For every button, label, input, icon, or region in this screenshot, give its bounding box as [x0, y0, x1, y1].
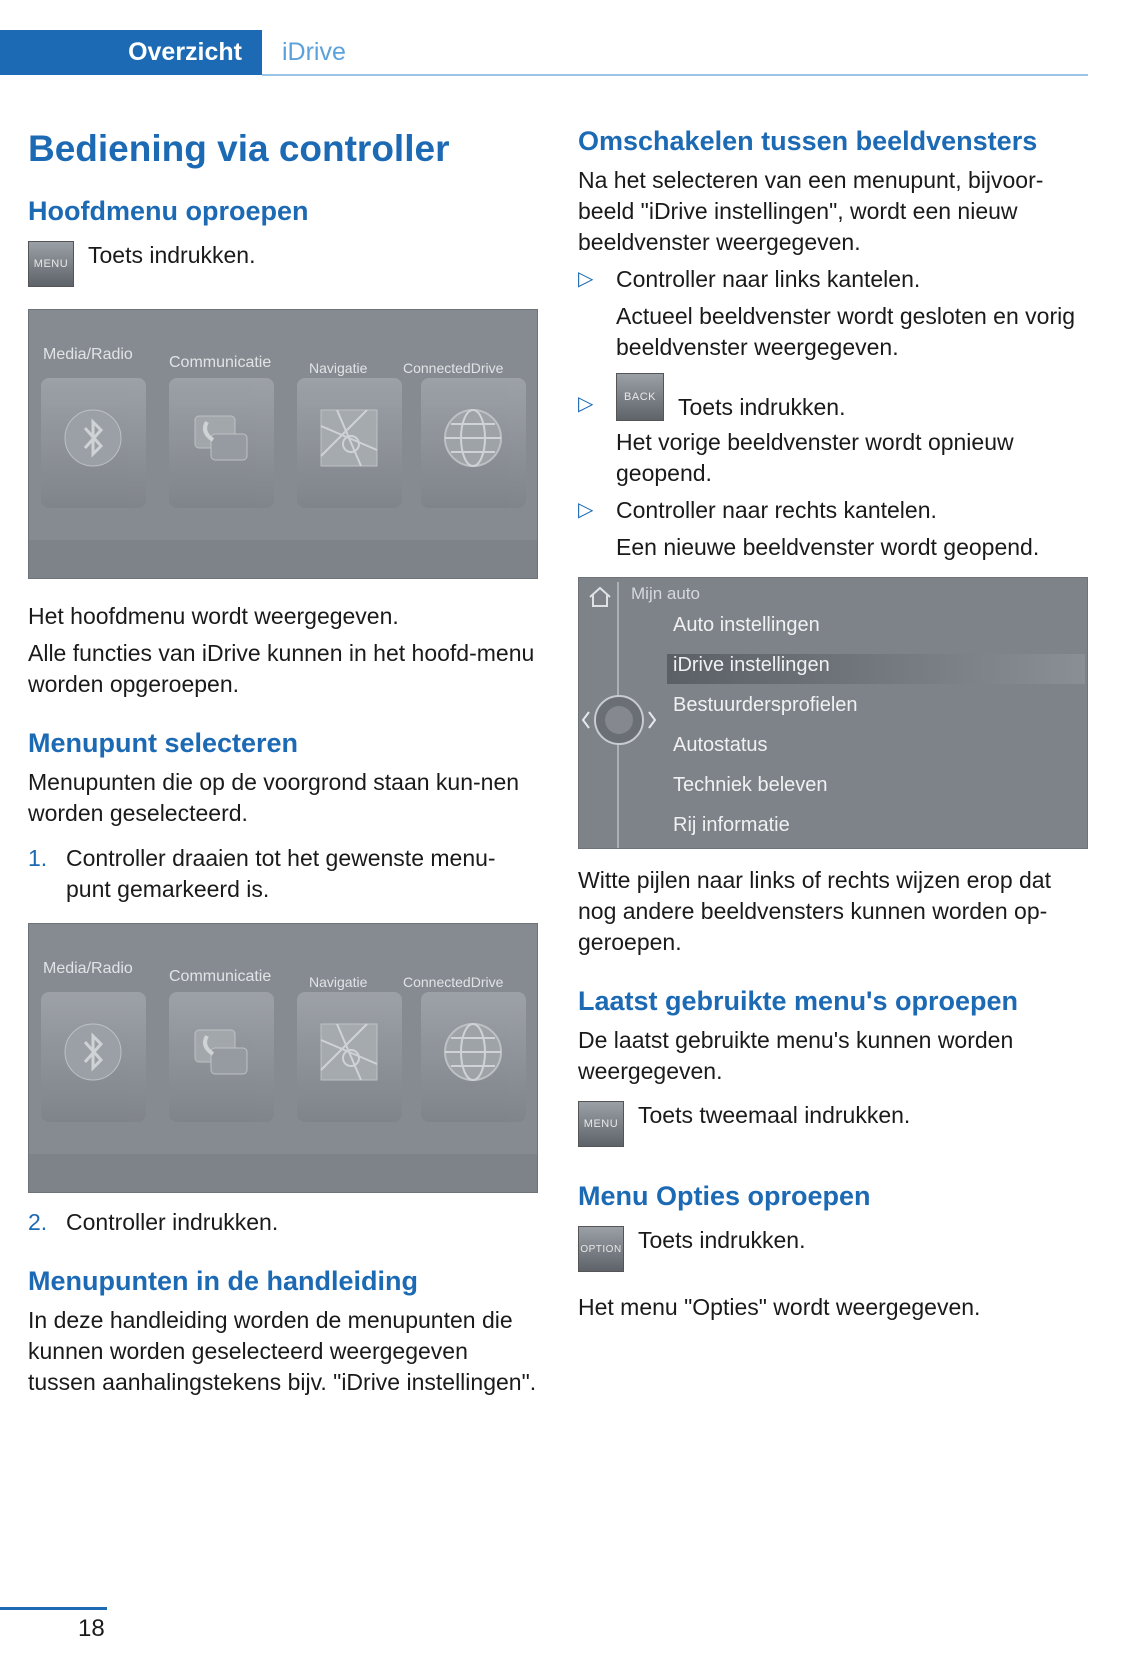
home-icon — [585, 582, 615, 612]
menu-key-text: Toets indrukken. — [88, 242, 256, 268]
paragraph-opties: Het menu "Opties" wordt weergegeven. — [578, 1294, 981, 1320]
bullet-list — [578, 264, 1090, 563]
heading-omschakelen: Omschakelen tussen beeldvensters — [578, 126, 1038, 156]
main-menu-screenshot-1 — [28, 309, 538, 579]
menu-item-idrive: iDrive instellingen — [673, 654, 830, 676]
paragraph-hoofdmenu-2: Alle functies van iDrive kunnen in het hoofd-menu worden opgeroepen. — [28, 640, 535, 697]
bullet-1-text: Controller naar links kantelen. — [616, 266, 921, 292]
screen-label-communicatie: Communicatie — [169, 354, 272, 371]
heading-hoofdmenu: Hoofdmenu oproepen — [28, 196, 309, 226]
main-menu-screenshot-2 — [28, 923, 538, 1193]
tile-connecteddrive — [421, 378, 526, 508]
step-2 — [28, 1207, 540, 1238]
bullet-arrow-icon: ▷ — [578, 499, 594, 521]
tile-media — [41, 992, 146, 1122]
tile-navigatie — [297, 378, 402, 508]
heading-menu-opties: Menu Opties oproepen — [578, 1181, 871, 1211]
screen-label-communicatie: Communicatie — [169, 968, 272, 985]
header-section-label: Overzicht — [128, 38, 242, 66]
paragraph-handleiding: In deze handleiding worden de menupunten die kunnen worden geselecteerd weergegeven tussen aanhalingstekens bijv. "iDrive instellingen". — [28, 1307, 537, 1395]
bullet-2 — [578, 373, 1090, 489]
page-title: Bediening via controller — [28, 128, 450, 169]
map-icon — [317, 406, 381, 470]
screen-label-media: Media/Radio — [43, 346, 133, 363]
bullet-2-sub: Het vorige beeldvenster wordt opnieuw geopend. — [616, 429, 1014, 486]
menu-key-icon: MENU — [578, 1101, 624, 1147]
bullet-3-text: Controller naar rechts kantelen. — [616, 497, 937, 523]
step-2-text: Controller indrukken. — [66, 1209, 279, 1235]
menu-title: Mijn auto — [631, 584, 700, 603]
menu-item-auto: Auto instellingen — [673, 614, 820, 636]
footer-rule — [0, 1607, 107, 1610]
tile-navigatie — [297, 992, 402, 1122]
menu-key-row — [28, 241, 540, 287]
bluetooth-icon — [61, 406, 125, 470]
tile-communicatie — [169, 992, 274, 1122]
map-icon — [317, 1020, 381, 1084]
controller-knob-icon — [579, 690, 659, 750]
back-key-row — [616, 373, 1090, 421]
option-key-text: Toets indrukken. — [638, 1227, 806, 1253]
menu-key-text-2: Toets tweemaal indrukken. — [638, 1102, 911, 1128]
step-2-number: 2. — [28, 1209, 48, 1235]
back-key-text: Toets indrukken. — [678, 394, 846, 420]
heading-laatst-gebruikt: Laatst gebruikte menu's oproepen — [578, 986, 1019, 1016]
heading-menupunt: Menupunt selecteren — [28, 728, 299, 758]
menu-item-bestuurders: Bestuurdersprofielen — [673, 694, 858, 716]
screen-bottom-row — [29, 540, 537, 578]
screen-label-navigatie: Navigatie — [309, 360, 368, 376]
screen-label-connecteddrive: ConnectedDrive — [403, 974, 504, 990]
bluetooth-icon — [61, 1020, 125, 1084]
header-section-tab — [0, 30, 262, 75]
step-1 — [28, 843, 540, 905]
screen-label-navigatie: Navigatie — [309, 974, 368, 990]
right-column — [578, 110, 1090, 1323]
tile-connecteddrive — [421, 992, 526, 1122]
paragraph-omschakelen: Na het selecteren van een menupunt, bijvoor-beeld "iDrive instellingen", wordt een nieuw beeldvenster weergegeven. — [578, 167, 1044, 255]
menu-key-icon: MENU — [28, 241, 74, 287]
menu-key-row-2 — [578, 1101, 1090, 1147]
left-column — [28, 110, 540, 1398]
header-divider — [262, 74, 1088, 76]
heading-handleiding: Menupunten in de handleiding — [28, 1266, 418, 1296]
bullet-3 — [578, 495, 1090, 563]
paragraph-pijlen: Witte pijlen naar links of rechts wijzen erop dat nog andere beeldvensters kunnen worden op-geroepen. — [578, 867, 1051, 955]
bullet-1 — [578, 264, 1090, 363]
bullet-3-sub: Een nieuwe beeldvenster wordt geopend. — [616, 534, 1040, 560]
back-key-icon: BACK — [616, 373, 664, 421]
step-1-text: Controller draaien tot het gewenste menu-punt gemarkeerd is. — [66, 845, 496, 902]
paragraph-menupunt: Menupunten die op de voorgrond staan kun-nen worden geselecteerd. — [28, 769, 520, 826]
tile-media — [41, 378, 146, 508]
header-chapter-label: iDrive — [282, 38, 346, 66]
phone-icon — [189, 1020, 253, 1084]
bullet-arrow-icon: ▷ — [578, 393, 594, 415]
paragraph-laatst-gebruikt: De laatst gebruikte menu's kunnen worden weergegeven. — [578, 1027, 1014, 1084]
phone-icon — [189, 406, 253, 470]
paragraph-hoofdmenu-1: Het hoofdmenu wordt weergegeven. — [28, 603, 399, 629]
screen-label-media: Media/Radio — [43, 960, 133, 977]
menu-item-techniek: Techniek beleven — [673, 774, 828, 796]
page-number: 18 — [78, 1615, 105, 1642]
globe-icon — [441, 1020, 505, 1084]
globe-icon — [441, 406, 505, 470]
bullet-1-sub: Actueel beeldvenster wordt gesloten en vorig beeldvenster weergegeven. — [616, 303, 1076, 360]
option-key-icon: OPTION — [578, 1226, 624, 1272]
option-key-row — [578, 1226, 1090, 1272]
step-1-number: 1. — [28, 845, 48, 871]
menu-item-rij-informatie: Rij informatie — [673, 814, 790, 836]
menu-item-autostatus: Autostatus — [673, 734, 768, 756]
screen-bottom-row — [29, 1154, 537, 1192]
screen-label-connecteddrive: ConnectedDrive — [403, 360, 504, 376]
tile-communicatie — [169, 378, 274, 508]
bullet-arrow-icon: ▷ — [578, 268, 594, 290]
mijn-auto-screenshot — [578, 577, 1088, 849]
